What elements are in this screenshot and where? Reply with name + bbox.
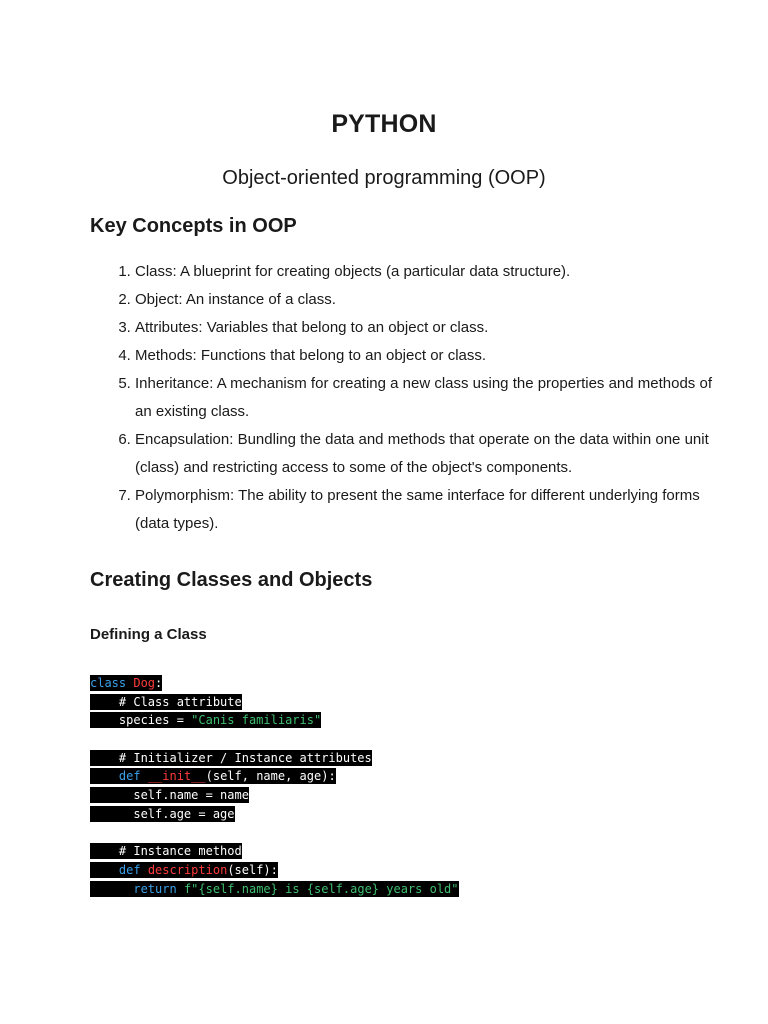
- page-subtitle: Object-oriented programming (OOP): [222, 167, 546, 189]
- list-item: 3. Attributes: Variables that belong to an object or class.: [135, 314, 725, 342]
- code-text: (self, name, age):: [205, 769, 336, 784]
- code-line-blank: [90, 824, 459, 843]
- code-line: [90, 880, 459, 899]
- code-function-name: __init__: [147, 769, 206, 784]
- code-text: self.age = age: [90, 806, 235, 821]
- list-item: 5. Inheritance: A mechanism for creating a new class using the properties and methods of an existing class.: [135, 370, 725, 426]
- code-string: "Canis familiaris": [191, 713, 322, 728]
- section-heading-creating-classes: Creating Classes and Objects: [90, 569, 373, 591]
- page-title: PYTHON: [331, 110, 437, 138]
- list-item: 1. Class: A blueprint for creating objects (a particular data structure).: [135, 258, 725, 286]
- code-comment: # Class attribute: [90, 694, 242, 709]
- code-line: [90, 786, 459, 805]
- list-item: 6. Encapsulation: Bundling the data and methods that operate on the data within one unit (class) and restricting access to some of the object's components.: [135, 426, 725, 482]
- code-string: f"{self.name} is {self.age} years old": [183, 881, 459, 896]
- code-line: [90, 861, 459, 880]
- code-class-name: Dog: [133, 676, 156, 690]
- list-item: 4. Methods: Functions that belong to an object or class.: [135, 342, 725, 370]
- code-line: [90, 711, 459, 730]
- code-keyword: def: [118, 769, 141, 784]
- code-line-blank: [90, 730, 459, 749]
- code-keyword: def: [118, 862, 141, 877]
- code-line: [90, 693, 459, 712]
- code-keyword: return: [133, 881, 177, 896]
- code-line: [90, 842, 459, 861]
- code-comment: # Instance method: [90, 844, 242, 859]
- code-function-name: description: [147, 862, 228, 877]
- list-item: 2. Object: An instance of a class.: [135, 286, 725, 314]
- code-line: [90, 674, 459, 693]
- code-text: (self):: [227, 862, 278, 877]
- key-concepts-list: [90, 258, 725, 538]
- code-line: [90, 767, 459, 786]
- subheading-defining-class: Defining a Class: [90, 626, 207, 643]
- code-keyword: class: [90, 676, 127, 690]
- code-line: [90, 805, 459, 824]
- code-block: [90, 674, 459, 898]
- section-heading-key-concepts: Key Concepts in OOP: [90, 215, 297, 237]
- code-text: species =: [90, 713, 192, 728]
- code-text: self.name = name: [90, 788, 249, 803]
- code-punct: :: [155, 676, 163, 690]
- list-item: 7. Polymorphism: The ability to present the same interface for different underlying forms (data types).: [135, 482, 725, 538]
- code-comment: # Initializer / Instance attributes: [90, 750, 372, 765]
- code-line: [90, 749, 459, 768]
